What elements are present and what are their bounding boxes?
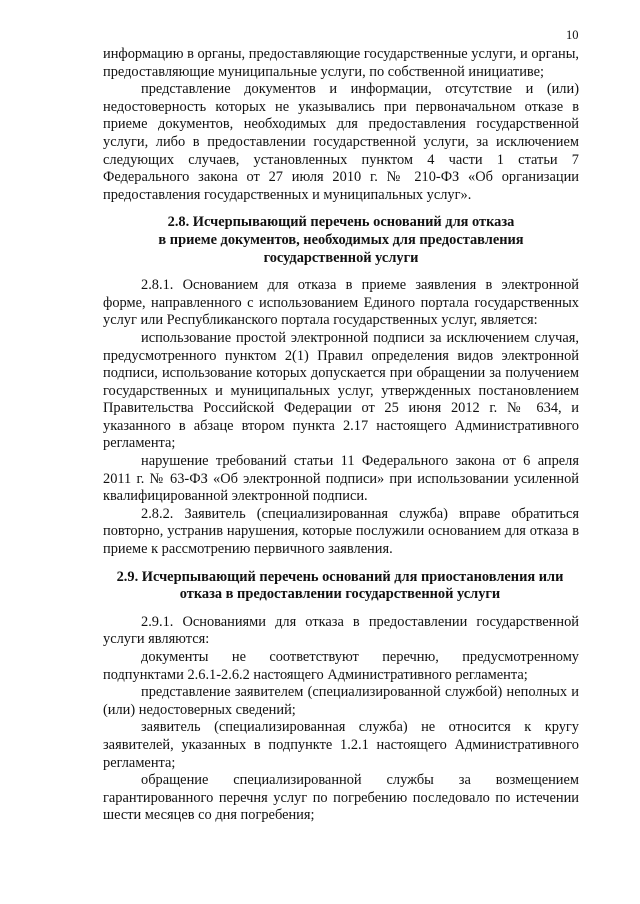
paragraph-simple-signature: использование простой электронной подписи за исключением случая, предусмотренного пунктом 2(1) Правил определения видов электронной подписи, использование которых допускается при обращении за получением государственных и муниципальных услуг, утвержденных постановлением Правительства Российской Федерации от 25 июня 2012 г. № 634, и указанного в абзаце втором пункта 2.17 настоящего Административного регламента; xyxy=(103,329,579,452)
heading-line: 2.9. Исчерпывающий перечень оснований для приостановления или xyxy=(116,568,564,585)
paragraph-documents-mismatch: документы не соответствуют перечню, предусмотренному подпунктами 2.6.1-2.6.2 настоящего Административного регламента; xyxy=(103,649,579,683)
heading-line: государственной услуги xyxy=(263,249,419,266)
paragraph-not-eligible: заявитель (специализированная служба) не относится к кругу заявителей, указанных в подпункте 1.2.1 настоящего Административного регламента; xyxy=(103,719,579,771)
paragraph-incomplete-info: представление заявителем (специализированной службой) неполных и (или) недостоверных сведений; xyxy=(103,684,579,718)
section-heading-2-9 xyxy=(97,569,583,604)
paragraph-signature-violation: нарушение требований статьи 11 Федерального закона от 6 апреля 2011 г. № 63-ФЗ «Об электронной подписи» при использовании усиленной квалифицированной электронной подписи. xyxy=(103,453,579,505)
paragraph-intro-documents: представление документов и информации, отсутствие и (или) недостоверность которых не указывались при первоначальном отказе в приеме документов, необходимых для предоставления государственной услуги, либо в предоставлении государственной услуги, за исключением следующих случаев, установленных пунктом 4 части 1 статьи 7 Федерального закона от 27 июля 2010 г. № 210-ФЗ «Об организации предоставления государственных и муниципальных услуг». xyxy=(103,81,579,203)
section-heading-2-8 xyxy=(103,214,579,267)
heading-line: 2.8. Исчерпывающий перечень оснований для отказа xyxy=(167,214,515,231)
heading-line: в приеме документов, необходимых для предоставления xyxy=(158,231,524,248)
heading-line: отказа в предоставлении государственной услуги xyxy=(179,586,501,603)
paragraph-2-9-1: 2.9.1. Основаниями для отказа в предоставлении государственной услуги являются: xyxy=(103,613,579,648)
paragraph-intro-continuation: информацию в органы, предоставляющие государственные услуги, и органы, предоставляющие муниципальные услуги, по собственной инициативе; xyxy=(103,46,579,80)
document-body xyxy=(103,46,579,825)
page-number: 10 xyxy=(566,28,579,42)
paragraph-2-8-2: 2.8.2. Заявитель (специализированная служба) вправе обратиться повторно, устранив нарушения, которые послужили основанием для отказа в приеме к рассмотрению первичного заявления. xyxy=(103,505,579,558)
paragraph-2-8-1: 2.8.1. Основанием для отказа в приеме заявления в электронной форме, направленного с использованием Единого портала государственных услуг или Республиканского портала государственных услуг, является: xyxy=(103,277,579,329)
paragraph-deadline-expired: обращение специализированной службы за возмещением гарантированного перечня услуг по погребению последовало по истечении шести месяцев со дня погребения; xyxy=(103,772,579,824)
